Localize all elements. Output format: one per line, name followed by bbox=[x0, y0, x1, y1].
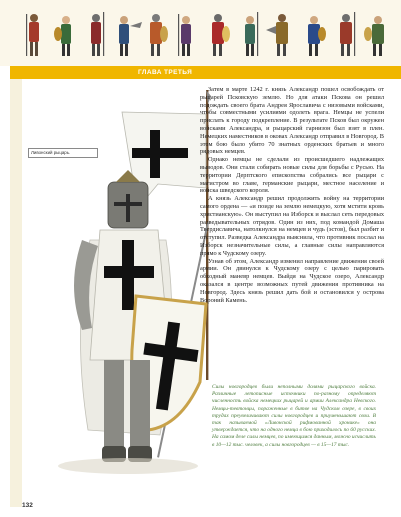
soldier-icon bbox=[54, 16, 71, 56]
chapter-title: ГЛАВА ТРЕТЬЯ bbox=[138, 69, 193, 76]
figure-caption: Ливонский рыцарь. bbox=[28, 148, 98, 158]
soldier-icon bbox=[178, 14, 191, 56]
soldier-icon bbox=[266, 14, 288, 56]
chapter-bar bbox=[10, 66, 401, 79]
header-illustration-strip bbox=[0, 0, 401, 66]
soldier-icon bbox=[212, 14, 230, 56]
main-text bbox=[200, 86, 384, 304]
soldier-icon bbox=[340, 12, 355, 56]
soldiers-figures-row bbox=[0, 6, 401, 64]
soldier-icon bbox=[245, 12, 258, 56]
paragraph: Затем в марте 1242 г. князь Александр пошел освобождать от рыцарей Псковскую землю. Но для атаки Пскова он решил подождать своего брата Андрея Ярославича с низовыми войсками, чтобы совместными усилиями одолеть врага. Немцы не успели прислать к городу подкрепление. В результате Псков был окружен войсками Александра, и рыцарский гарнизон был взят в плен. Немецких наместников в оковах Александр отправил в Новгород. В этом бою было убито 70 знатных орденских братьев и много рядовых немцев. bbox=[200, 86, 384, 156]
page-number: 132 bbox=[22, 502, 33, 509]
paragraph: А князь Александр решил продолжить войну на территории самого ордена — «и поиде на землю немецкую, хотя мстити кровь христианскую». Он выступил на Изборск и выслал сеть передовых разведывательных отрядов. Один из них, под командой Домаша Твердиславича, натолкнулся на немцев и чудь (эстов), был разбит и отступил. Разведка Александра выяснила, что противник послал на Изборск незначительные силы, а главные силы направляются прямо к Чудскому озеру. bbox=[200, 195, 384, 257]
soldier-icon bbox=[119, 16, 142, 56]
soldier-icon bbox=[364, 16, 384, 56]
soldier-icon bbox=[150, 14, 168, 56]
side-note: Силы новгородцев были неполными долями рыцарского войска. Различные летописные источники по-разному определяют численность войска немецких рыцарей и армии Александра Невского. Немцы-тевтонцы, пораженные в битве на Чудском озере, в своих трудах преувеличивают силы новгородцев и приуменьшают свои. В так называемой «Ливонской рифмованной хронике» она утверждается, что на одного немца в бою приходилось по 60 русских. На самом деле силы немцев, по имеющимся данным, можно исчислить в 10—12 тыс. человек, а силы новгородцев — в 15—17 тыс. bbox=[212, 384, 376, 448]
soldier-icon bbox=[26, 14, 39, 56]
paragraph: Однако немцы не сделали из происшедшего надлежащих выводов. Они стали собирать новые силы для борьбы с Русью. На территории Дерптского епископства собрались все рыцари с магистром во главе, германские рыцари, местное население и войска шведского короля. bbox=[200, 156, 384, 195]
paragraph: Узнав об этом, Александр изменил направление движения своей армии. Он двинулся к Чудскому озеру с целью парировать обходный маневр немцев. Выйдя на Чудское озеро, Александр оказался в центре возможных путей движения противника на Новгород. Здесь князь решил дать бой и остановился у острова Вороний Камень. bbox=[200, 257, 384, 304]
soldier-icon bbox=[308, 16, 326, 56]
soldier-icon bbox=[91, 12, 104, 56]
